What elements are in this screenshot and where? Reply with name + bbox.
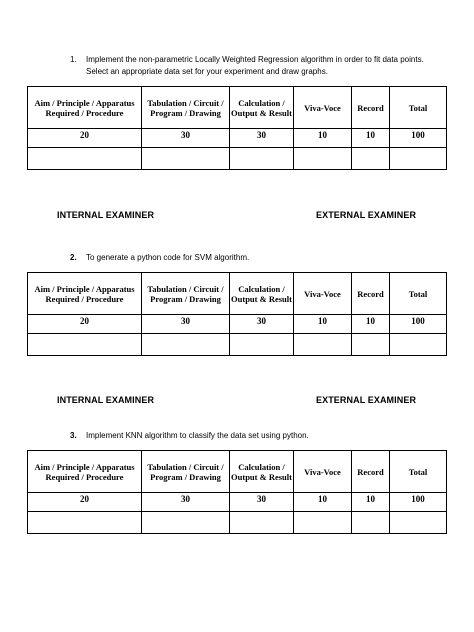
awarded-cell[interactable] xyxy=(28,512,142,534)
awarded-cell[interactable] xyxy=(294,334,352,356)
external-examiner-label: EXTERNAL EXAMINER xyxy=(316,395,417,405)
col-total-header: Total xyxy=(390,451,447,493)
mark-total: 100 xyxy=(390,493,447,512)
col-viva-header: Viva-Voce xyxy=(294,87,352,129)
col-viva-header: Viva-Voce xyxy=(294,273,352,315)
mark-tabulation: 30 xyxy=(142,129,230,148)
table-row-max-marks xyxy=(28,493,447,512)
awarded-cell[interactable] xyxy=(294,512,352,534)
marks-table-3 xyxy=(27,450,447,534)
mark-total: 100 xyxy=(390,315,447,334)
col-tabulation-header: Tabulation / Circuit / Program / Drawing xyxy=(142,451,230,493)
awarded-cell[interactable] xyxy=(230,334,294,356)
question-text: To generate a python code for SVM algorithm. xyxy=(86,253,250,262)
col-record-header: Record xyxy=(352,273,390,315)
col-calculation-header: Calculation / Output & Result xyxy=(230,451,294,493)
awarded-cell[interactable] xyxy=(142,512,230,534)
mark-calculation: 30 xyxy=(230,493,294,512)
mark-aim: 20 xyxy=(28,315,142,334)
awarded-cell[interactable] xyxy=(28,148,142,170)
awarded-cell[interactable] xyxy=(390,334,447,356)
mark-record: 10 xyxy=(352,493,390,512)
mark-aim: 20 xyxy=(28,129,142,148)
internal-examiner-label: INTERNAL EXAMINER xyxy=(57,395,155,405)
marks-table-1 xyxy=(27,86,447,170)
table-row-max-marks xyxy=(28,129,447,148)
awarded-cell[interactable] xyxy=(142,148,230,170)
mark-record: 10 xyxy=(352,315,390,334)
question-3 xyxy=(70,430,440,442)
awarded-cell[interactable] xyxy=(390,148,447,170)
col-calculation-header: Calculation / Output & Result xyxy=(230,87,294,129)
col-tabulation-header: Tabulation / Circuit / Program / Drawing xyxy=(142,87,230,129)
marks-table-2 xyxy=(27,272,447,356)
table-row-max-marks xyxy=(28,315,447,334)
mark-record: 10 xyxy=(352,129,390,148)
awarded-cell[interactable] xyxy=(352,334,390,356)
col-total-header: Total xyxy=(390,87,447,129)
col-aim-header: Aim / Principle / Apparatus Required / Procedure xyxy=(28,273,142,315)
col-record-header: Record xyxy=(352,451,390,493)
awarded-cell[interactable] xyxy=(142,334,230,356)
mark-viva: 10 xyxy=(294,493,352,512)
col-aim-header: Aim / Principle / Apparatus Required / Procedure xyxy=(28,87,142,129)
col-viva-header: Viva-Voce xyxy=(294,451,352,493)
col-total-header: Total xyxy=(390,273,447,315)
col-aim-header: Aim / Principle / Apparatus Required / Procedure xyxy=(28,451,142,493)
question-text: Implement KNN algorithm to classify the data set using python. xyxy=(86,431,309,440)
awarded-cell[interactable] xyxy=(28,334,142,356)
internal-examiner-label: INTERNAL EXAMINER xyxy=(57,210,155,220)
question-1 xyxy=(70,54,440,78)
awarded-cell[interactable] xyxy=(294,148,352,170)
question-number: 2. xyxy=(70,253,77,262)
table-row-awarded xyxy=(28,512,447,534)
table-header-row xyxy=(28,273,447,315)
mark-viva: 10 xyxy=(294,315,352,334)
mark-tabulation: 30 xyxy=(142,315,230,334)
table-header-row xyxy=(28,87,447,129)
external-examiner-label: EXTERNAL EXAMINER xyxy=(316,210,417,220)
awarded-cell[interactable] xyxy=(390,512,447,534)
mark-aim: 20 xyxy=(28,493,142,512)
question-2 xyxy=(70,252,440,264)
mark-tabulation: 30 xyxy=(142,493,230,512)
question-text: Implement the non-parametric Locally Weighted Regression algorithm in order to fit data points. Select an appropriate data set for your experiment and draw graphs. xyxy=(86,55,424,76)
mark-calculation: 30 xyxy=(230,129,294,148)
awarded-cell[interactable] xyxy=(230,512,294,534)
awarded-cell[interactable] xyxy=(352,148,390,170)
question-number: 1. xyxy=(70,55,77,64)
mark-viva: 10 xyxy=(294,129,352,148)
question-number: 3. xyxy=(70,431,77,440)
table-row-awarded xyxy=(28,334,447,356)
awarded-cell[interactable] xyxy=(352,512,390,534)
mark-calculation: 30 xyxy=(230,315,294,334)
col-calculation-header: Calculation / Output & Result xyxy=(230,273,294,315)
col-record-header: Record xyxy=(352,87,390,129)
table-header-row xyxy=(28,451,447,493)
awarded-cell[interactable] xyxy=(230,148,294,170)
table-row-awarded xyxy=(28,148,447,170)
col-tabulation-header: Tabulation / Circuit / Program / Drawing xyxy=(142,273,230,315)
mark-total: 100 xyxy=(390,129,447,148)
